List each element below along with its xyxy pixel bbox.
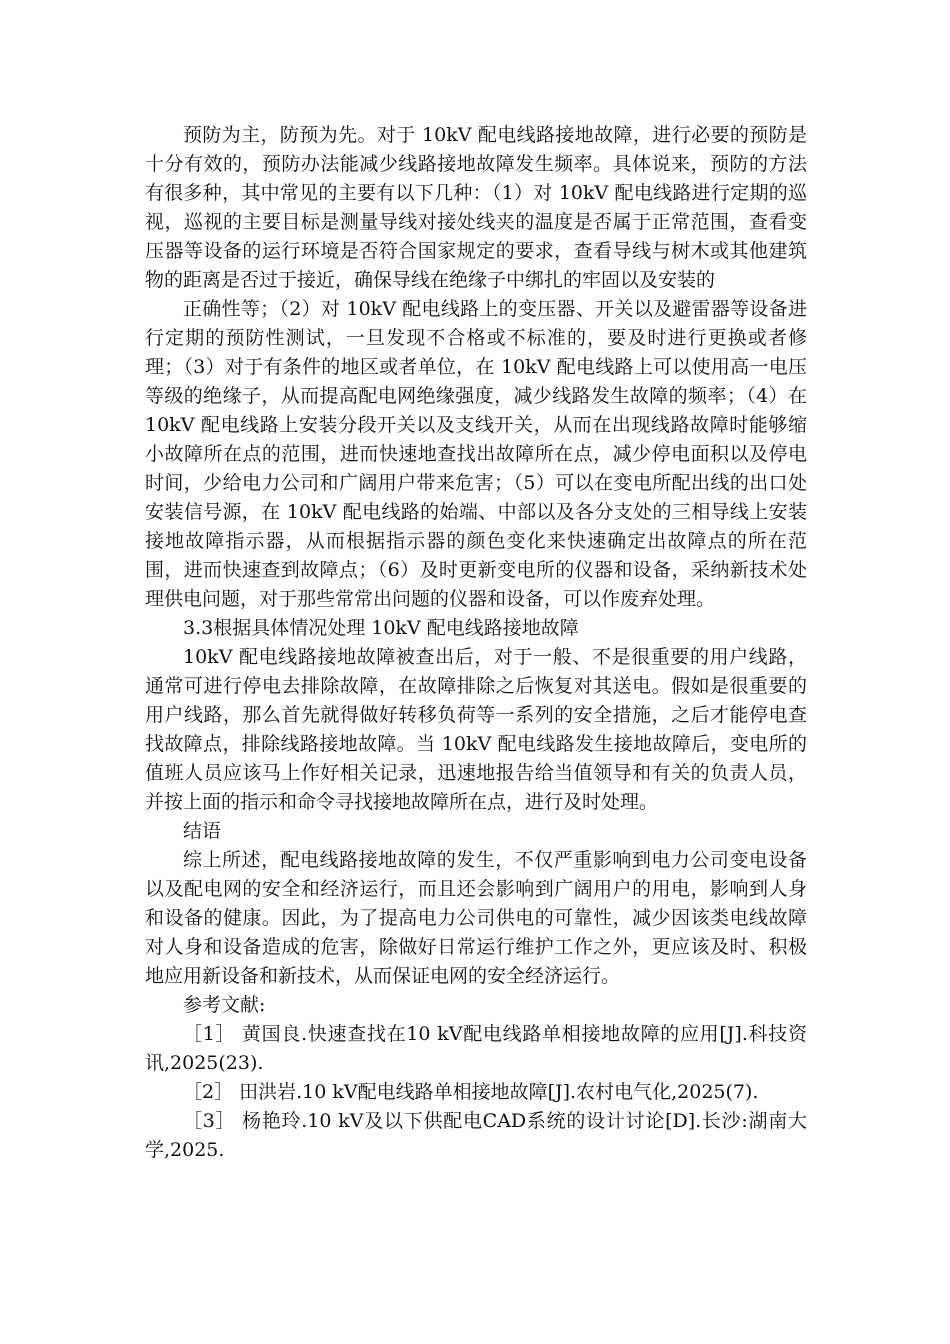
- reference-item-1: ［1］ 黄国良.快速查找在10 kV配电线路单相接地故障的应用[J].科技资讯,2025(23).: [145, 1023, 807, 1074]
- document-page: [145, 121, 807, 1165]
- paragraph-conclusion: 综上所述，配电线路接地故障的发生，不仅严重影响到电力公司变电设备以及配电网的安全和经济运行，而且还会影响到广阔用户的用电，影响到人身和设备的健康。因此，为了提高电力公司供电的可靠性，减少因该类电线故障对人身和设备造成的危害，除做好日常运行维护工作之外，更应该及时、积极地应用新设备和新技术，从而保证电网的安全经济运行。: [145, 849, 807, 987]
- paragraph-prevention-intro: 预防为主，防预为先。对于 10kV 配电线路接地故障，进行必要的预防是十分有效的，预防办法能减少线路接地故障发生频率。具体说来，预防的方法有很多种，其中常见的主要有以下几种：（1）对 10kV 配电线路进行定期的巡视，巡视的主要目标是测量导线对接处线夹的温度是否属于正常范围，查看变压器等设备的运行环境是否符合国家规定的要求，查看导线与树木或其他建筑物的距离是否过于接近，确保导线在绝缘子中绑扎的牢固以及安装的: [145, 124, 807, 291]
- section-heading-references: 参考文献:: [183, 994, 266, 1016]
- paragraph-prevention-measures: 正确性等；（2）对 10kV 配电线路上的变压器、开关以及避雷器等设备进行定期的预防性测试，一旦发现不合格或不标准的，要及时进行更换或者修理；（3）对于有条件的地区或者单位，在 10kV 配电线路上可以使用高一电压等级的绝缘子，从而提高配电网绝缘强度，减少线路发生故障的频率；（4）在 10kV 配电线路上安装分段开关以及支线开关，从而在出现线路故障时能够缩小故障所在点的范围，进而快速地查找出故障所在点，减少停电面积以及停电时间，少给电力公司和广阔用户带来危害；（5）可以在变电所配出线的出口处安装信号源，在 10kV 配电线路的始端、中部以及各分支处的三相导线上安装接地故障指示器，从而根据指示器的颜色变化来快速确定出故障点的所在范围，进而快速查到故障点；（6）及时更新变电所的仪器和设备，采纳新技术处理供电问题，对于那些常常出问题的仪器和设备，可以作废弃处理。: [145, 298, 807, 610]
- reference-item-2: ［2］ 田洪岩.10 kV配电线路单相接地故障[J].农村电气化,2025(7).: [183, 1081, 759, 1103]
- section-heading-3-3: 3.3根据具体情况处理 10kV 配电线路接地故障: [183, 617, 579, 639]
- section-heading-conclusion: 结语: [183, 820, 222, 842]
- reference-item-3: ［3］ 杨艳玲.10 kV及以下供配电CAD系统的设计讨论[D].长沙:湖南大学,2025.: [145, 1110, 807, 1161]
- paragraph-fault-handling: 10kV 配电线路接地故障被查出后，对于一般、不是很重要的用户线路，通常可进行停电去排除故障，在故障排除之后恢复对其送电。假如是很重要的用户线路，那么首先就得做好转移负荷等一系列的安全措施，之后才能停电查找故障点，排除线路接地故障。当 10kV 配电线路发生接地故障后，变电所的值班人员应该马上作好相关记录，迅速地报告给当值领导和有关的负责人员，并按上面的指示和命令寻找接地故障所在点，进行及时处理。: [145, 646, 807, 813]
